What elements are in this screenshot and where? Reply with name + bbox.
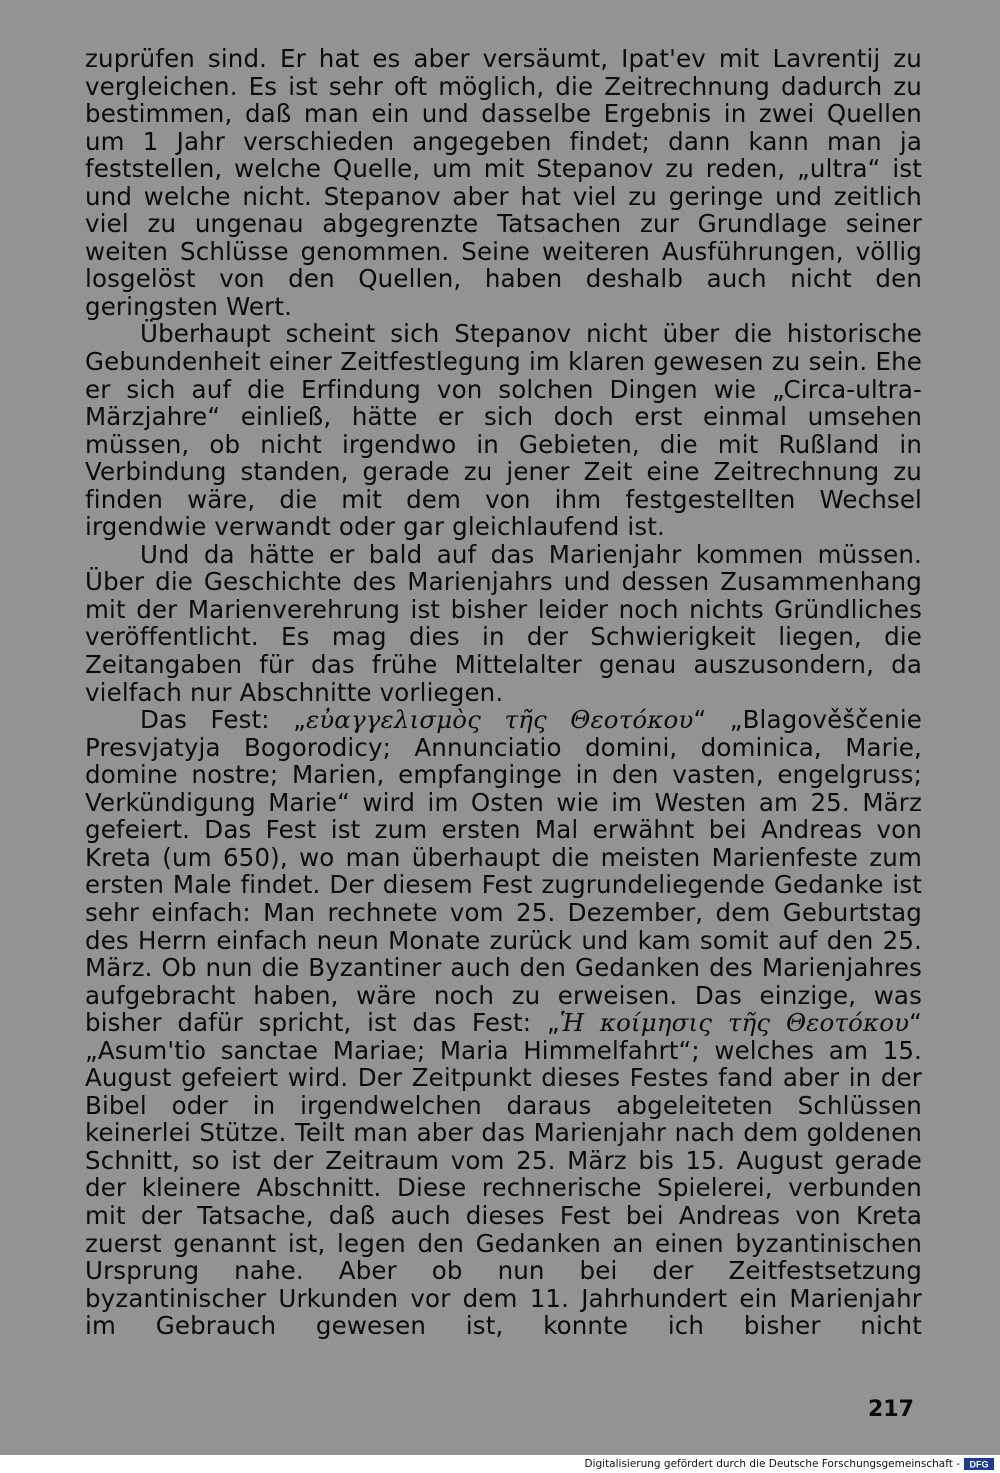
paragraph-p2 — [85, 320, 922, 540]
text-segment: “ „Blagověščenie Presvjatyja Bogorodicy; Annunciatio domini, dominica, Marie, domine nostre; Marien, empfanginge in den vasten, engelgruss; Verkündigung Marie“ wird im Osten wie im Westen am 25. März gefeiert. Das Fest ist zum ersten Mal erwähnt bei Andreas von Kreta (um 650), wo man überhaupt die meisten Marienfeste zum ersten Male findet. Der diesem Fest zugrundeliegende Gedanke ist sehr einfach: Man rechnete vom 25. Dezember, dem Geburtstag des Herrn einfach neun Monate zurück und kam somit auf den 25. März. Ob nun die Byzantiner auch den Gedanken des Marienjahres aufgebracht haben, wäre noch zu erweisen. Das einzige, was bisher dafür spricht, ist das Fest: „ — [85, 705, 922, 1038]
greek-term: εὐαγγελισμὸς τῆς Θεοτόκου — [305, 705, 694, 735]
paragraph-p4 — [85, 706, 922, 1340]
paragraph-p3 — [85, 541, 922, 706]
greek-term: Ἡ κοίμησις τῆς Θεοτόκου — [559, 1008, 910, 1038]
paragraph-p1 — [85, 45, 922, 320]
dfg-logo-icon — [964, 1458, 994, 1470]
body-text — [85, 45, 922, 1340]
page-number: 217 — [868, 1397, 914, 1422]
dfg-logo-text: DFG — [969, 1459, 989, 1470]
text-segment: Das Fest: „ — [140, 705, 306, 735]
footer-credit: Digitalisierung gefördert durch die Deutsche Forschungsgemeinschaft - — [584, 1458, 960, 1470]
text-segment: zuprüfen sind. Er hat es aber versäumt, Ipat'ev mit Lavrentij zu vergleichen. Es ist sehr oft möglich, die Zeitrechnung dadurch zu bestimmen, daß man ein und dasselbe Ergebnis in zwei Quellen um 1 Jahr verschieden angegeben findet; dann kann man ja feststellen, welche Quelle, um mit Stepanov zu reden, „ultra“ ist und welche nicht. Stepanov aber hat viel zu geringe und zeitlich viel zu ungenau abgegrenzte Tatsachen zur Grundlage seiner weiten Schlüsse genommen. Seine weiteren Ausführungen, völlig losgelöst von den Quellen, haben deshalb auch nicht den geringsten Wert. — [85, 44, 922, 321]
text-segment: “ „Asum'tio sanctae Mariae; Maria Himmelfahrt“; welches am 15. August gefeiert wird. Der Zeitpunkt dieses Festes fand aber in der Bibel oder in irgendwelchen daraus abgeleiteten Schlüssen keinerlei Stütze. Teilt man aber das Marienjahr nach dem goldenen Schnitt, so ist der Zeitraum vom 25. März bis 15. August gerade der kleinere Abschnitt. Diese rechnerische Spielerei, verbunden mit der Tatsache, daß auch dieses Fest bei Andreas von Kreta zuerst genannt ist, legen den Gedanken an einen byzantinischen Ursprung nahe. Aber ob nun bei der Zeitfestsetzung byzantinischer Urkunden vor dem 11. Jahrhundert ein Marienjahr im Gebrauch gewesen ist, konnte ich bisher nicht — [85, 1008, 922, 1341]
text-segment: Überhaupt scheint sich Stepanov nicht über die historische Gebundenheit einer Zeitfestlegung im klaren gewesen zu sein. Ehe er sich auf die Erfindung von solchen Dingen wie „Circa-ultra-Märzjahre“ einließ, hätte er sich doch erst einmal umsehen müssen, ob nicht irgendwo in Gebieten, die mit Rußland in Verbindung standen, gerade zu jener Zeit eine Zeitrechnung zu finden wäre, die mit dem von ihm festgestellten Wechsel irgendwie verwandt oder gar gleichlaufend ist. — [85, 319, 922, 542]
text-segment: Und da hätte er bald auf das Marienjahr kommen müssen. Über die Geschichte des Marienjahrs und dessen Zusammenhang mit der Marienverehrung ist bisher leider noch nichts Gründliches veröffentlicht. Es mag dies in der Schwierigkeit liegen, die Zeitangaben für das frühe Mittelalter genau auszusondern, da vielfach nur Abschnitte vorliegen. — [85, 539, 922, 707]
